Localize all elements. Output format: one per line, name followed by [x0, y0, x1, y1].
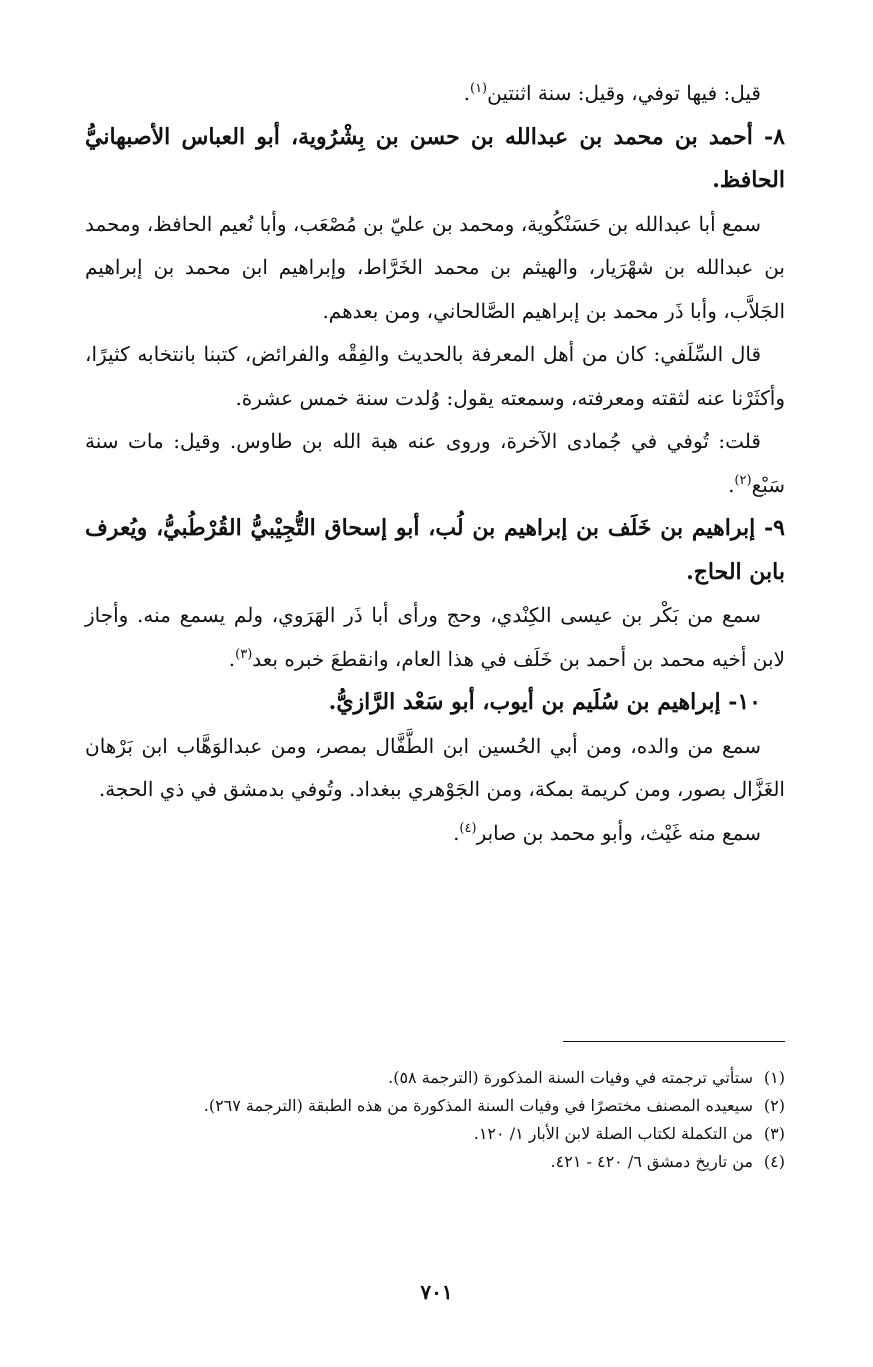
footnote — [85, 1064, 785, 1092]
entry-heading-8: ٨- أحمد بن محمد بن عبدالله بن حسن بن بِشْرُوية، أبو العباس الأصبهانيُّ الحافظ. — [85, 123, 785, 193]
footnote — [85, 1092, 785, 1120]
paragraph: سمع من بَكْر بن عيسى الكِنْدي، وحج ورأى أبا ذَر الهَرَوي، ولم يسمع منه. وأجاز لابن أخيه محمد بن أحمد بن خَلَف في هذا العام، وانقطعَ خبره بعد$^{(٣)}$. — [85, 603, 785, 671]
footnote-number: (٤) — [763, 1152, 785, 1171]
paragraph: قيل: فيها توفي، وقيل: سنة اثنتين$^{(١)}$. — [463, 81, 761, 105]
paragraph: سمع أبا عبدالله بن حَسَنْكُوية، ومحمد بن عليّ بن مُصْعَب، وأبا نُعيم الحافظ، ومحمد بن عبدالله بن شهْرَيار، والهيثم بن محمد الخَرَّاط، وإبراهيم ابن محمد بن إبراهيم الجَلاَّب، وأبا ذَر محمد بن إبراهيم الصَّالحاني، ومن بعدهم. — [85, 211, 785, 323]
paragraph: سمع من والده، ومن أبي الحُسين ابن الطَّفَّال بمصر، ومن عبدالوَهَّاب ابن بَرْهان الغَزَّال بصور، ومن كريمة بمكة، ومن الجَوْهري ببغداد. وتُوفي بدمشق في ذي الحجة. — [85, 733, 785, 801]
page-number: ٧٠١ — [420, 1280, 453, 1304]
main-text — [85, 72, 785, 855]
footnote-ref[interactable]: (٤) — [459, 820, 477, 836]
footnote-text: سيعيده المصنف مختصرًا في وفيات السنة المذكورة من هذه الطبقة (الترجمة ٢٦٧). — [203, 1096, 753, 1115]
footnote — [85, 1148, 785, 1176]
footnote-text: من التكملة لكتاب الصلة لابن الأبار ١/ ١٢٠. — [473, 1124, 753, 1143]
footnote-ref[interactable]: (٢) — [734, 472, 752, 488]
entry-heading-9: ٩- إبراهيم بن خَلَف بن إبراهيم بن لُب، أبو إسحاق التُّجِيْبيُّ القُرْطُبيُّ، ويُعرف بابن الحاج. — [85, 515, 785, 585]
paragraph: قلت: تُوفي في جُمادى الآخرة، وروى عنه هبة الله بن طاوس. وقيل: مات سنة سَبْع$^{(٢)}$. — [85, 429, 785, 497]
footnotes — [85, 1064, 785, 1176]
footnote-number: (٢) — [763, 1096, 785, 1115]
footnote-number: (٣) — [763, 1124, 785, 1143]
footnote-text: ستأتي ترجمته في وفيات السنة المذكورة (الترجمة ٥٨). — [388, 1068, 753, 1087]
paragraph: قال السِّلَفي: كان من أهل المعرفة بالحديث والفِقْه والفرائض، كتبنا بانتخابه كثيرًا، وأكثَرْنا عنه لثقته ومعرفته، وسمعته يقول: وُلدت سنة خمس عشرة. — [85, 342, 785, 410]
footnote — [85, 1120, 785, 1148]
footnote-ref[interactable]: (١) — [469, 81, 488, 97]
footnote-text: من تاريخ دمشق ٦/ ٤٢٠ - ٤٢١. — [550, 1152, 753, 1171]
entry-heading-10: ١٠- إبراهيم بن سُلَيم بن أيوب، أبو سَعْد الرَّازيُّ. — [328, 689, 761, 715]
footnote-ref[interactable]: (٣) — [235, 646, 253, 662]
paragraph: سمع منه غَيْث، وأبو محمد بن صابر$^{(٤)}$. — [453, 820, 761, 845]
footnote-divider — [563, 1041, 785, 1042]
footnote-number: (١) — [763, 1068, 785, 1087]
